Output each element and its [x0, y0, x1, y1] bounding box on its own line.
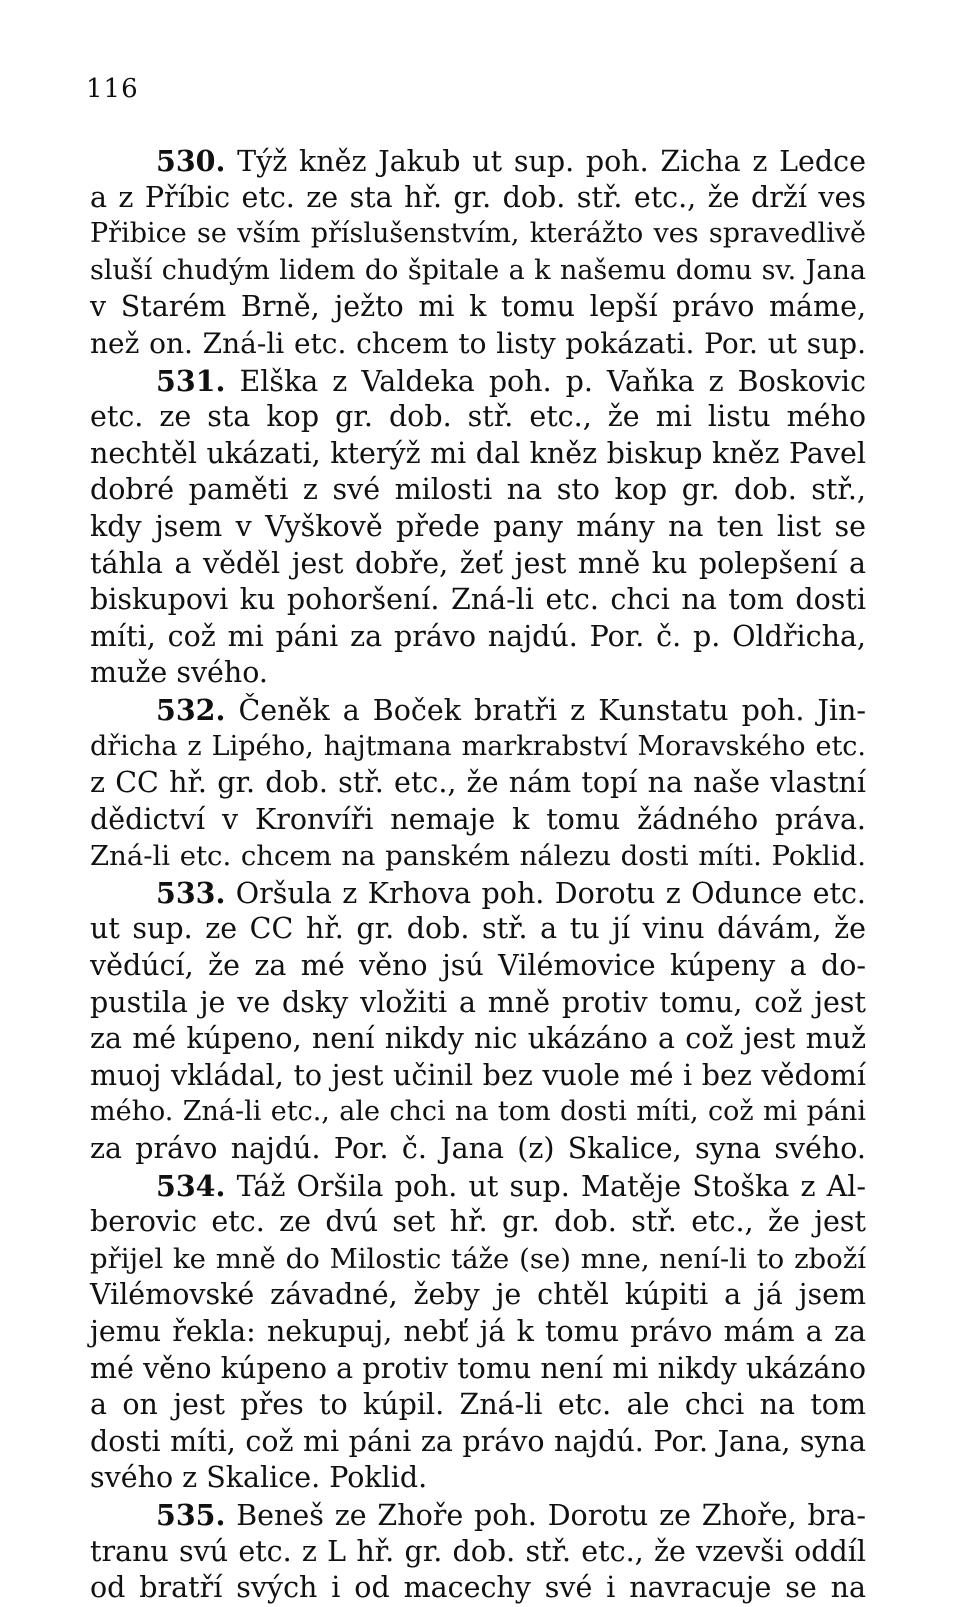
- text-line: [90, 1351, 866, 1388]
- line-text: Beneš ze Zhoře poh. Dorotu ze Zhoře, bra-: [225, 1498, 866, 1532]
- line-text: za mé kúpeno, není nikdy nic ukázáno a což jest muž: [90, 1022, 866, 1056]
- line-text: Elška z Valdeka poh. p. Vaňka z Boskovic: [225, 364, 866, 398]
- line-text: Týž kněz Jakub ut sup. poh. Zicha z Ledce: [225, 145, 866, 178]
- line-text: od bratří svých i od macechy své i navracuje se na: [90, 1571, 866, 1605]
- text-line: [90, 985, 866, 1022]
- line-text: etc. ze sta kop gr. dob. stř. etc., že mi listu mého: [90, 400, 866, 434]
- text-line: [90, 1277, 866, 1314]
- text-line: [90, 1241, 866, 1278]
- body-text: [90, 143, 866, 1607]
- text-line: [90, 1058, 866, 1095]
- line-text: mé věno kúpeno a protiv tomu není mi nikdy ukázáno: [90, 1351, 866, 1385]
- line-text: Zná-li etc. chcem na panském nálezu dosti míti. Poklid.: [90, 840, 866, 873]
- line-text: v Starém Brně, ježto mi k tomu lepší právo máme,: [90, 290, 866, 324]
- entry-number: 530.: [156, 144, 226, 178]
- line-text: přijel ke mně do Milostic táže (se) mne, není-li to zboží: [90, 1242, 866, 1275]
- line-text: mého. Zná-li etc., ale chci na tom dosti míti, což mi páni: [90, 1096, 866, 1128]
- line-text: nechtěl ukázati, kterýž mi dal kněz biskup kněz Pavel: [90, 436, 866, 470]
- text-line: [90, 546, 866, 583]
- entry-number: 533.: [156, 875, 226, 910]
- line-text: dřicha z Lipého, hajtmana markrabství Moravského etc.: [90, 730, 866, 762]
- line-text: dědictví v Kronvíři nemaje k tomu žádného práva.: [90, 802, 866, 836]
- line-text: dosti míti, což mi páni za právo najdú. Por. Jana, syna: [90, 1424, 866, 1458]
- line-text: biskupovi ku pohoršení. Zná-li etc. chci na tom dosti: [90, 583, 866, 617]
- text-line: [90, 1570, 866, 1607]
- text-line: [90, 582, 866, 619]
- line-text: kdy jsem v Vyškově přede pany mány na ten list se: [90, 509, 866, 543]
- line-text: pustila je ve dsky vložiti a mně protiv tomu, což jest: [90, 985, 866, 1019]
- text-line: [90, 729, 866, 766]
- line-text: a z Příbic etc. ze sta hř. gr. dob. stř. etc., že drží ves: [90, 180, 866, 214]
- line-text: sluší chudým lidem do špitale a k našemu domu sv. Jana: [90, 254, 866, 286]
- text-line: [90, 253, 866, 290]
- entry-number: 534.: [156, 1168, 226, 1203]
- text-line: [90, 1204, 866, 1241]
- text-line: [90, 180, 866, 217]
- text-line: [90, 289, 866, 326]
- text-line: [90, 1424, 866, 1461]
- line-text: jemu řekla: nekupuj, nebť já k tomu právo mám a za: [90, 1315, 866, 1348]
- text-line: [90, 1314, 866, 1351]
- line-text: ut sup. ze CC hř. gr. dob. stř. a tu jí vinu dávám, že: [90, 912, 866, 946]
- text-line: [90, 436, 866, 473]
- text-line: [90, 1497, 866, 1534]
- line-text: dobré paměti z své milosti na sto kop gr. dob. stř.,: [90, 473, 866, 507]
- line-text: tranu svú etc. z L hř. gr. dob. stř. etc., že vzevši oddíl: [90, 1534, 866, 1568]
- line-text: než on. Zná-li etc. chcem to listy pokázati. Por. ut sup.: [90, 326, 866, 360]
- text-line: [90, 655, 866, 692]
- text-line: [90, 1534, 866, 1571]
- line-text: za právo najdú. Por. č. Jana (z) Skalice, syna svého.: [90, 1132, 866, 1166]
- line-text: Čeněk a Boček bratři z Kunstatu poh. Jin-: [225, 693, 866, 727]
- text-line: [90, 216, 866, 253]
- entry-number: 535.: [156, 1497, 226, 1532]
- text-line: [90, 326, 866, 363]
- line-text: táhla a věděl jest dobře, žeť jest mně ku polepšení a: [90, 546, 866, 580]
- text-line: [90, 802, 866, 839]
- text-line: [90, 1131, 866, 1168]
- text-line: [90, 1387, 866, 1424]
- text-line: [90, 1094, 866, 1131]
- text-line: [90, 509, 866, 546]
- line-text: Přibice se vším příslušenstvím, kterážto ves spravedlivě: [90, 218, 866, 250]
- line-text: Oršula z Krhova poh. Dorotu z Odunce etc.: [225, 876, 866, 910]
- text-line: [90, 399, 866, 436]
- text-line: [90, 472, 866, 509]
- text-line: [90, 143, 866, 180]
- line-text: muoj vkládal, to jest učinil bez vuole mé i bez vědomí: [90, 1058, 866, 1092]
- text-line: [90, 838, 866, 875]
- text-line: [90, 363, 866, 400]
- text-line: [90, 1460, 866, 1497]
- entry-number: 532.: [156, 692, 226, 727]
- line-text: vědúcí, že za mé věno jsú Vilémovice kúpeny a do-: [90, 949, 866, 983]
- line-text: Táž Oršila poh. ut sup. Matěje Stoška z Al-: [225, 1169, 866, 1203]
- line-text: Vilémovské závadné, žeby je chtěl kúpiti a já jsem: [90, 1278, 866, 1312]
- line-text: a on jest přes to kúpil. Zná-li etc. ale chci na tom: [90, 1388, 866, 1422]
- line-text: berovic etc. ze dvú set hř. gr. dob. stř. etc., že jest: [90, 1205, 866, 1239]
- text-line: [90, 1021, 866, 1058]
- line-text: míti, což mi páni za právo najdú. Por. č. p. Oldřicha,: [90, 619, 866, 653]
- text-line: [90, 948, 866, 985]
- text-line: [90, 875, 866, 912]
- entry-number: 531.: [156, 363, 226, 398]
- text-line: [90, 911, 866, 948]
- text-line: [90, 765, 866, 802]
- text-line: [90, 692, 866, 729]
- text-line: [90, 619, 866, 656]
- line-text: muže svého.: [90, 656, 268, 690]
- page-number: 116: [86, 74, 139, 104]
- line-text: z CC hř. gr. dob. stř. etc., že nám topí na naše vlastní: [90, 766, 866, 800]
- text-line: [90, 1168, 866, 1205]
- line-text: svého z Skalice. Poklid.: [90, 1461, 428, 1495]
